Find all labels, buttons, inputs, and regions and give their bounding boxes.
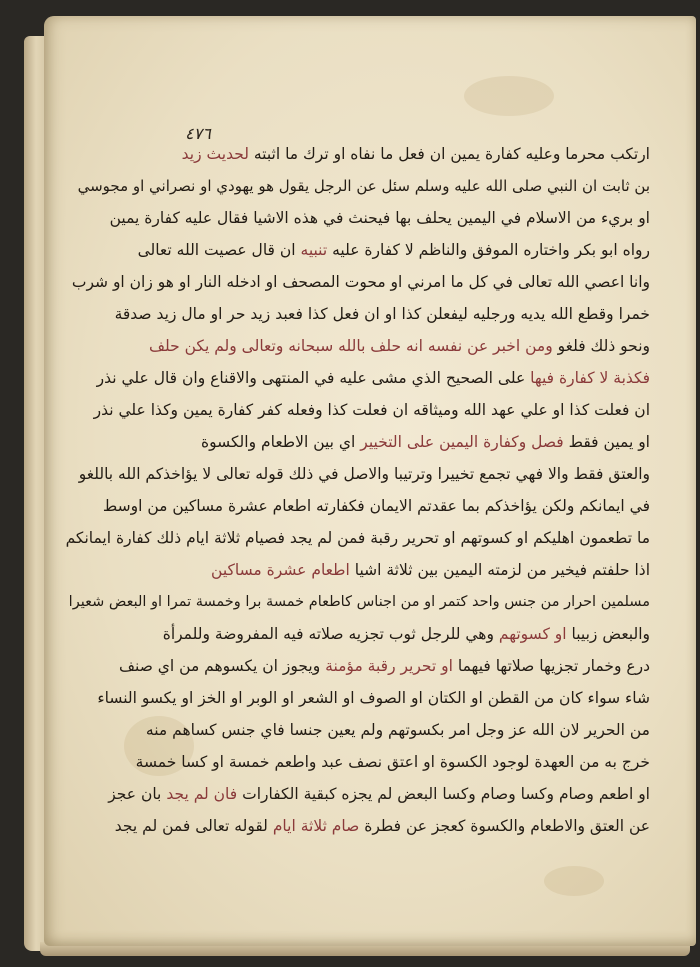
body-text: لقوله تعالى فمن لم يجد — [114, 817, 273, 835]
text-line — [60, 682, 650, 714]
text-line — [60, 362, 650, 394]
text-line — [60, 586, 650, 618]
text-line — [60, 778, 650, 810]
body-text: درع وخمار تجزيها صلاتها فيهما — [457, 657, 650, 675]
text-line — [60, 746, 650, 778]
body-text: والعتق فقط والا فهي تجمع تخييرا وترتيبا والاصل في ذلك قوله تعالى لا يؤاخذكم الله باللغو — [78, 465, 650, 483]
text-line — [60, 330, 650, 362]
body-text: على الصحيح الذي مشى عليه في المنتهى والاقناع وان قال علي نذر — [96, 369, 531, 387]
rubric-text: اطعام عشرة مساكين — [211, 561, 355, 579]
body-text: او اطعم وصام وكسا وصام وكسا البعض لم يجزه كبقية الكفارات — [242, 785, 650, 803]
body-text: ان فعلت كذا او علي عهد الله وميثاقه ان فعلت كذا وفعله كفر كفارة يمين وكذا علي نذر — [93, 401, 650, 419]
rubric-text: فان لم يجد — [166, 785, 243, 803]
text-line — [60, 522, 650, 554]
rubric-text: او كسوتهم — [498, 625, 572, 643]
text-line — [60, 202, 650, 234]
rubric-text: لحديث زيد — [181, 145, 254, 163]
rubric-text: صام ثلاثة ايام — [272, 817, 365, 835]
text-line — [60, 298, 650, 330]
body-text: في ايمانكم ولكن يؤاخذكم بما عقدتم الايمان فكفارته اطعام عشرة مساكين من اوسط — [102, 497, 650, 515]
rubric-text: تنبيه — [295, 241, 333, 259]
text-line — [60, 490, 650, 522]
body-text: اذا حلفتم فيخير من لزمته اليمين بين ثلاثة اشيا — [354, 561, 650, 579]
body-text: ارتكب محرما وعليه كفارة يمين ان فعل ما نفاه او ترك ما اثبته — [253, 145, 650, 163]
body-text: بان عجز — [108, 785, 167, 803]
body-text: ونحو ذلك فلغو — [557, 337, 650, 355]
body-text: رواه ابو بكر واختاره الموفق والناظم لا كفارة عليه — [332, 241, 650, 259]
rubric-text: فصل وكفارة اليمين على التخيير — [360, 433, 569, 451]
body-text: بن ثابت ان النبي صلى الله عليه وسلم سئل عن الرجل يقول هو يهودي او نصراني او مجوسي — [77, 177, 650, 195]
body-text: والبعض زبيبا — [571, 625, 650, 643]
body-text: اي بين الاطعام والكسوة — [201, 433, 361, 451]
body-text: وانا اعصي الله تعالى في كل ما امرني او محوت المصحف او ادخله النار او هو زان او شرب — [71, 273, 650, 291]
text-line — [60, 650, 650, 682]
body-text: عن العتق والاطعام والكسوة كعجز عن فطرة — [364, 817, 650, 835]
body-text: او بريء من الاسلام في اليمين يحلف بها فيحنث في هذه الاشيا فقال عليه كفارة يمين — [109, 209, 650, 227]
body-text: ويجوز ان يكسوهم من اي صنف — [118, 657, 326, 675]
body-text: وهي للرجل ثوب تجزيه صلاته فيه المفروضة وللمرأة — [162, 625, 499, 643]
body-text: او يمين فقط — [568, 433, 650, 451]
body-text: ما تطعمون اهليكم او كسوتهم او تحرير رقبة فمن لم يجد فصيام ثلاثة ايام ذلك كفارة ايمانكم — [65, 529, 650, 547]
text-line — [60, 426, 650, 458]
text-line — [60, 618, 650, 650]
text-line — [60, 266, 650, 298]
text-line — [60, 554, 650, 586]
body-text: مسلمين احرار من جنس واحد كتمر او من اجناس كاطعام خمسة برا وخمسة تمرا او البعض شعيرا — [68, 594, 650, 610]
text-line — [60, 810, 650, 842]
text-line — [60, 458, 650, 490]
body-text: خرج به من العهدة لوجود الكسوة او اعتق نصف عبد واطعم خمسة او كسا خمسة — [135, 753, 650, 771]
text-line — [60, 138, 650, 170]
body-text: خمرا وقطع الله يديه ورجليه ليفعلن كذا او ان فعل كذا فعبد زيد حر او مال زيد صدقة — [114, 305, 650, 323]
folio-number: ٤٧٦ — [185, 124, 211, 143]
text-line — [60, 394, 650, 426]
rubric-text: ومن اخبر عن نفسه انه حلف بالله سبحانه وتعالى ولم يكن حلف — [148, 337, 558, 355]
rubric-text: فكذبة لا كفارة فيها — [530, 369, 650, 387]
body-text: شاء سواء كان من القطن او الكتان او الصوف او الشعر او الوبر او الخز او يكسو النساء — [97, 689, 650, 707]
text-line — [60, 170, 650, 202]
body-text: من الحرير لان الله عز وجل امر بكسوتهم ولم يعين جنسا فاي جنس كساهم منه — [145, 721, 650, 739]
body-text: ان قال عصيت الله تعالى — [137, 241, 296, 259]
text-line — [60, 714, 650, 746]
rubric-text: او تحرير رقبة مؤمنة — [325, 657, 458, 675]
manuscript-text — [60, 138, 650, 842]
text-line — [60, 234, 650, 266]
